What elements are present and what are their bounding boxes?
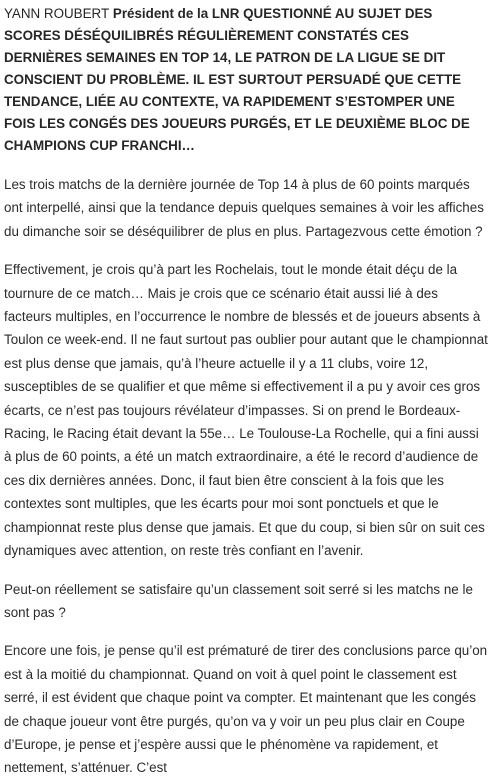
article-lead bbox=[4, 3, 488, 157]
lead-author: YANN ROUBERT bbox=[4, 6, 110, 21]
question-paragraph-1: Les trois matchs de la dernière journée de Top 14 à plus de 60 points marqués ont interpellé, ainsi que la tendance depuis quelques semaines à voir les affiches du dimanche soir se déséquilibrer de plus en plus. Partagezvous cette émotion ? bbox=[4, 177, 484, 239]
lead-text: QUESTIONNÉ AU SUJET DES SCORES DÉSÉQUILIBRÉS RÉGULIÈREMENT CONSTATÉS CES DERNIÈRES SEMAINES EN TOP 14, LE PATRON DE LA LIGUE SE DIT CONSCIENT DU PROBLÈME. IL EST SURTOUT PERSUADÉ QUE CETTE TENDANCE, LIÉE AU CONTEXTE, VA RAPIDEMENT S’ESTOMPER UNE FOIS LES CONGÉS DES JOUEURS PURGÉS, ET LE DEUXIÈME BLOC DE CHAMPIONS CUP FRANCHI… bbox=[4, 6, 470, 153]
question-paragraph-2: Peut-on réellement se satisfaire qu’un classement soit serré si les matchs ne le sont pas ? bbox=[4, 581, 473, 620]
lead-intro: Président de la LNR bbox=[112, 6, 240, 21]
answer-paragraph-1: Effectivement, je crois qu’à part les Rochelais, tout le monde était déçu de la tournure de ce match… Mais je crois que ce scénario était aussi lié à des facteurs multiples, en l’occurrence le nombre de blessés et de joueurs absents à Toulon ce week-end. Il ne faut surtout pas oublier pour autant que le championnat est plus dense que jamais, qu’à l’heure actuelle il y a 11 clubs, voire 12, susceptibles de se qualifier et que même si effectivement il a pu y avoir ces gros écarts, ce n’est pas toujours révélateur d’impasses. Si on prend le Bordeaux-Racing, le Racing était devant la 55e… Le Toulouse-La Rochelle, qui a fini aussi à plus de 60 points, a été un match extraordinaire, a été le record d’audience de ces dix dernières années. Donc, il faut bien être conscient à la fois que les contextes sont multiples, que les écarts pour moi sont ponctuels et que le championnat reste plus dense que jamais. Et que du coup, si bien sûr on suit ces dynamiques avec attention, on reste très confiant en l’avenir. bbox=[4, 262, 488, 559]
answer-paragraph-2: Encore une fois, je pense qu’il est prématuré de tirer des conclusions parce qu’on est à la moitié du championnat. Quand on voit à quel point le classement est serré, il est évident que chaque point va compter. Et maintenant que les congés de chaque joueur vont être purgés, qu’on va y voir un peu plus clair en Coupe d’Europe, je pense et j’espère aussi que le phénomène va rapidement, et nettement, s’atténuer. C’est bbox=[4, 643, 488, 776]
